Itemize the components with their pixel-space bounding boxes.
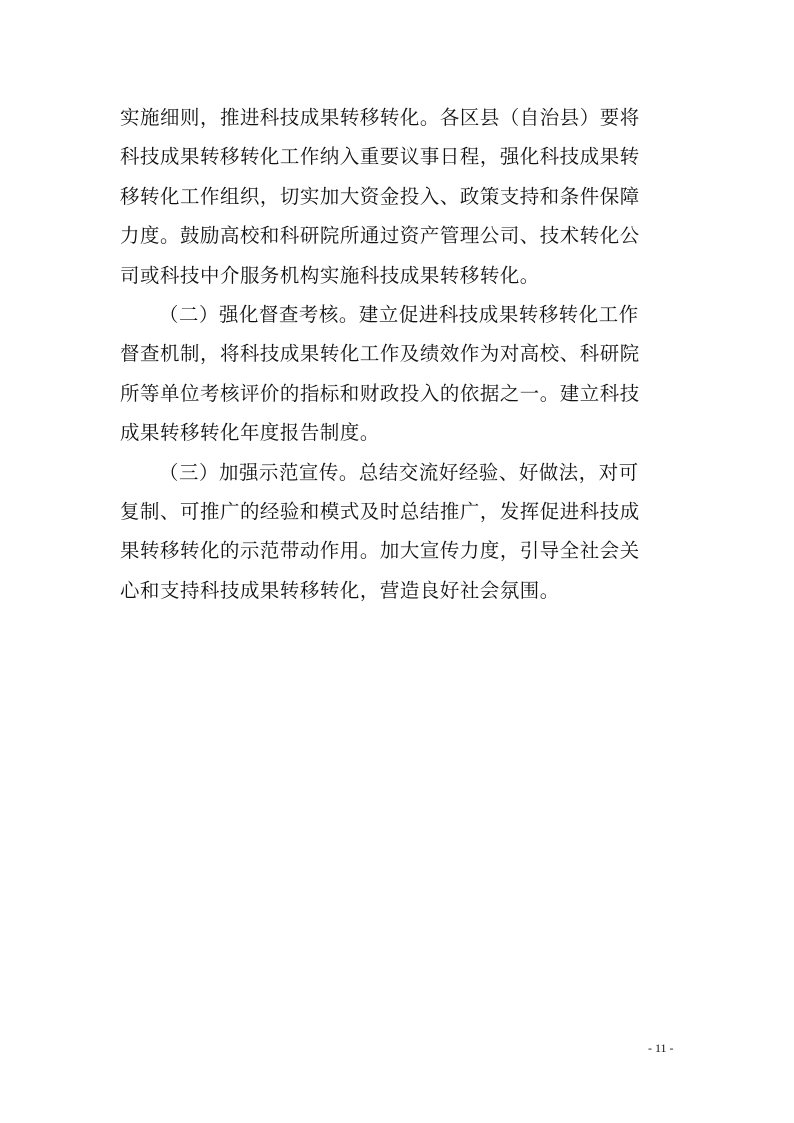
page-number: - 11 -	[648, 1041, 674, 1055]
text-line: 督查机制，将科技成果转化工作及绩效作为对高校、科研院	[120, 342, 640, 366]
text-line: 心和支持科技成果转移转化，营造良好社会氛围。	[120, 578, 560, 602]
paragraph-start-line: （三）加强示范宣传。总结交流好经验、好做法，对可	[159, 460, 639, 484]
text-line: 科技成果转移转化工作纳入重要议事日程，强化科技成果转	[120, 145, 640, 169]
text-line: 实施细则，推进科技成果转移转化。各区县（自治县）要将	[120, 106, 640, 129]
text-line: 复制、可推广的经验和模式及时总结推广，发挥促进科技成	[120, 499, 640, 523]
text-line: 移转化工作组织，切实加大资金投入、政策支持和条件保障	[120, 184, 640, 208]
text-line: 所等单位考核评价的指标和财政投入的依据之一。建立科技	[120, 381, 640, 405]
document-body	[120, 98, 680, 610]
text-line: 司或科技中介服务机构实施科技成果转移转化。	[120, 263, 540, 287]
text-line: 力度。鼓励高校和科研院所通过资产管理公司、技术转化公	[120, 224, 640, 248]
paragraph-start-line: （二）强化督查考核。建立促进科技成果转移转化工作	[159, 302, 639, 326]
text-line: 成果转移转化年度报告制度。	[120, 421, 380, 445]
text-line: 果转移转化的示范带动作用。加大宣传力度，引导全社会关	[120, 539, 640, 563]
